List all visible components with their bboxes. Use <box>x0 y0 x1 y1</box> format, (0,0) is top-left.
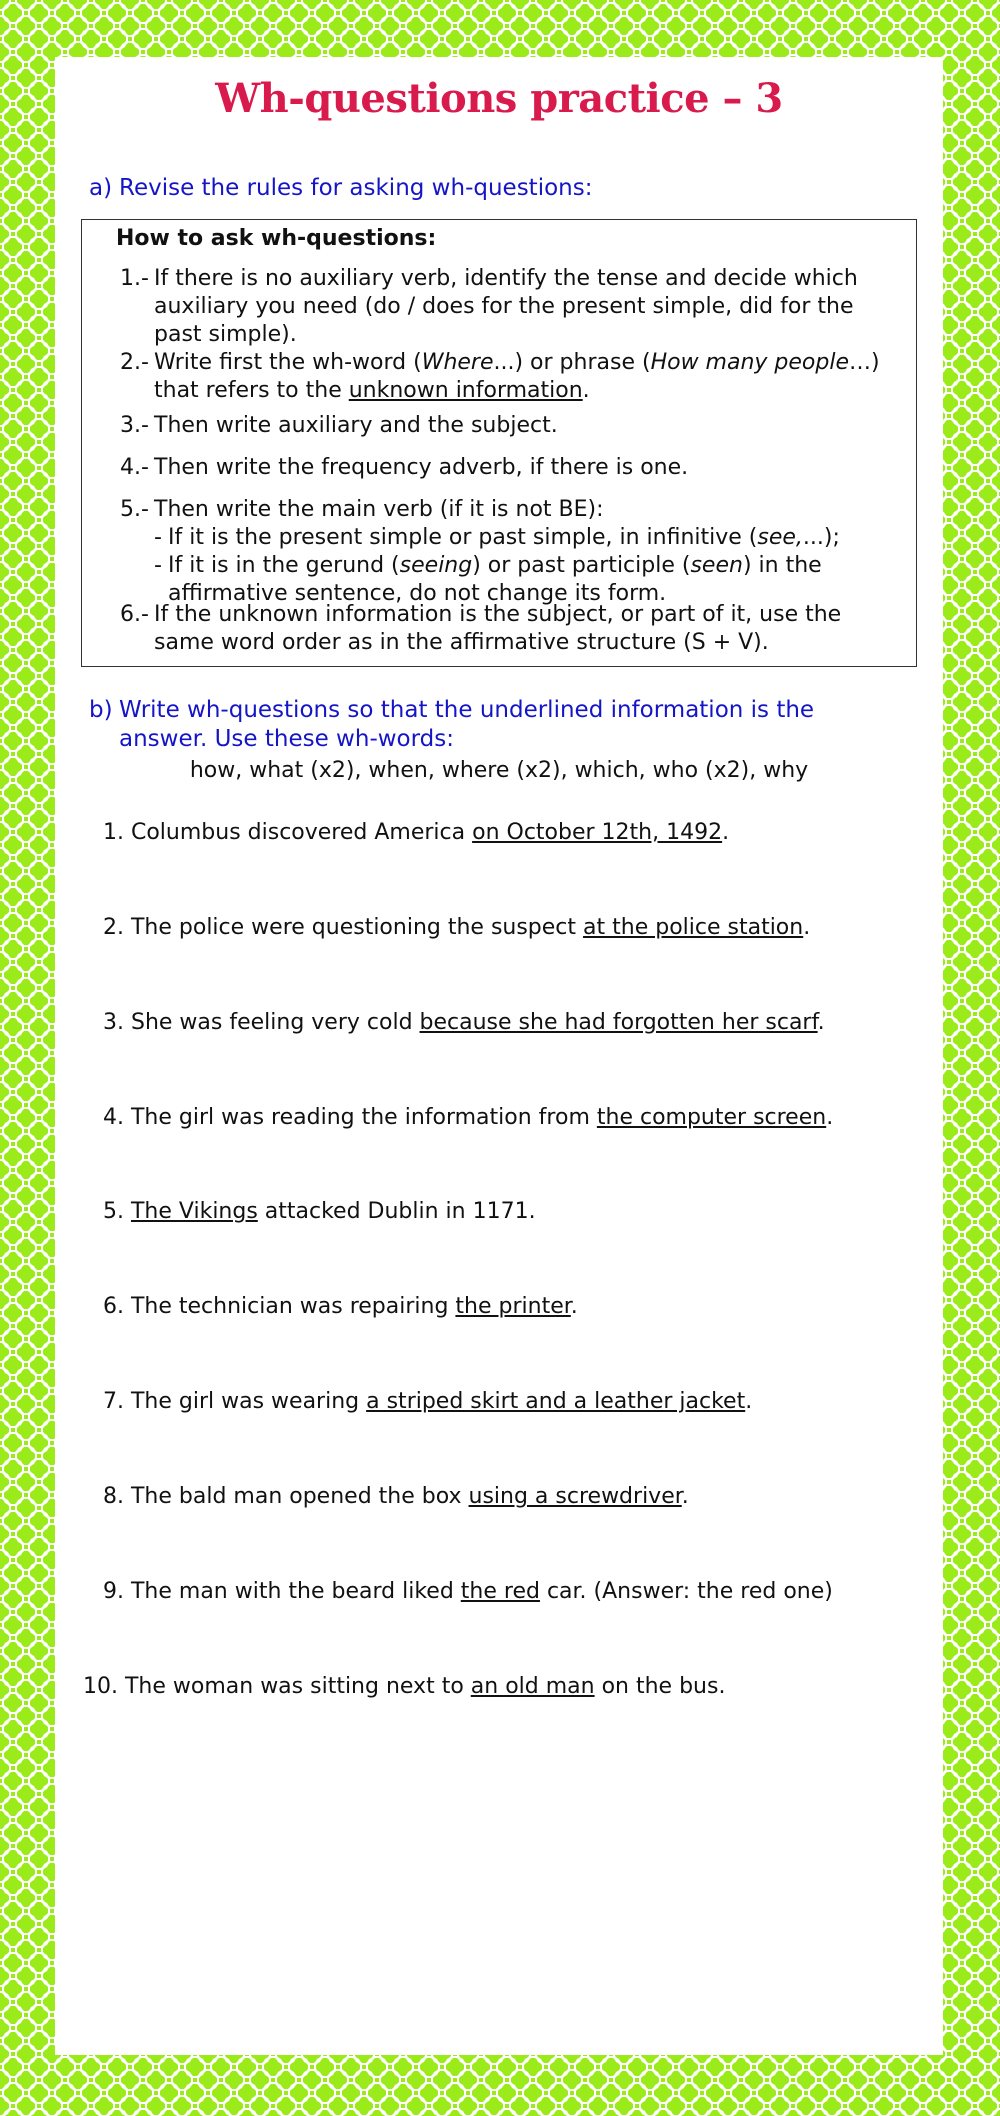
question-8: 8. The bald man opened the box using a screwdriver. <box>103 1484 689 1509</box>
section-a-label: a) <box>89 175 113 201</box>
section-a-text: Revise the rules for asking wh-questions: <box>119 175 593 201</box>
rule-5-bullet-1: - If it is the present simple or past simple, in infinitive (see,...); <box>154 525 840 550</box>
wh-word-list: how, what (x2), when, where (x2), which, who (x2), why <box>189 758 809 783</box>
section-b-label: b) <box>89 697 113 723</box>
page-title: Wh-questions practice – 3 <box>215 75 783 122</box>
rule-6: 6.- If the unknown information is the subject, or part of it, use the same word order as in the affirmative structure (S + V). <box>120 602 842 655</box>
question-2: 2. The police were questioning the suspect at the police station. <box>103 915 811 940</box>
question-4: 4. The girl was reading the information from the computer screen. <box>103 1105 834 1130</box>
rule-5: 5.- Then write the main verb (if it is not BE): - If it is the present simple or past simple, in infinitive (see,...); - If it is in the gerund (seeing) or past participle (seen) in the affirmative sentence, do not change its form. <box>120 496 890 608</box>
section-a-heading <box>89 174 909 203</box>
rule-2: 2.- Write first the wh-word (Where...) or phrase (How many people…) that refers to the unknown information. <box>120 350 880 403</box>
question-10: 10. The woman was sitting next to an old man on the bus. <box>83 1674 726 1699</box>
question-1: 1. Columbus discovered America on October 12th, 1492. <box>103 820 730 845</box>
question-5: 5. The Vikings attacked Dublin in 1171. <box>103 1199 536 1224</box>
question-3: 3. She was feeling very cold because she had forgotten her scarf. <box>103 1010 825 1035</box>
rule-5-bullet-2: - If it is in the gerund (seeing) or past participle (seen) in the affirmative sentence, do not change its form. <box>154 553 822 606</box>
rules-box <box>81 219 917 667</box>
worksheet-page <box>55 57 943 2055</box>
rule-1: 1.- If there is no auxiliary verb, identify the tense and decide which auxiliary you need (do / does for the present simple, did for the past simple). <box>120 266 858 347</box>
section-b-text: Write wh-questions so that the underlined information is the answer. Use these wh-words: <box>119 697 815 752</box>
question-7: 7. The girl was wearing a striped skirt and a leather jacket. <box>103 1389 753 1414</box>
question-6: 6. The technician was repairing the printer. <box>103 1294 578 1319</box>
rule-3: 3.- Then write auxiliary and the subject. <box>120 413 558 438</box>
question-9: 9. The man with the beard liked the red car. (Answer: the red one) <box>103 1579 833 1604</box>
rule-4: 4.- Then write the frequency adverb, if there is one. <box>120 455 689 480</box>
section-b-heading <box>89 696 909 754</box>
rules-heading: How to ask wh-questions: <box>116 226 437 251</box>
